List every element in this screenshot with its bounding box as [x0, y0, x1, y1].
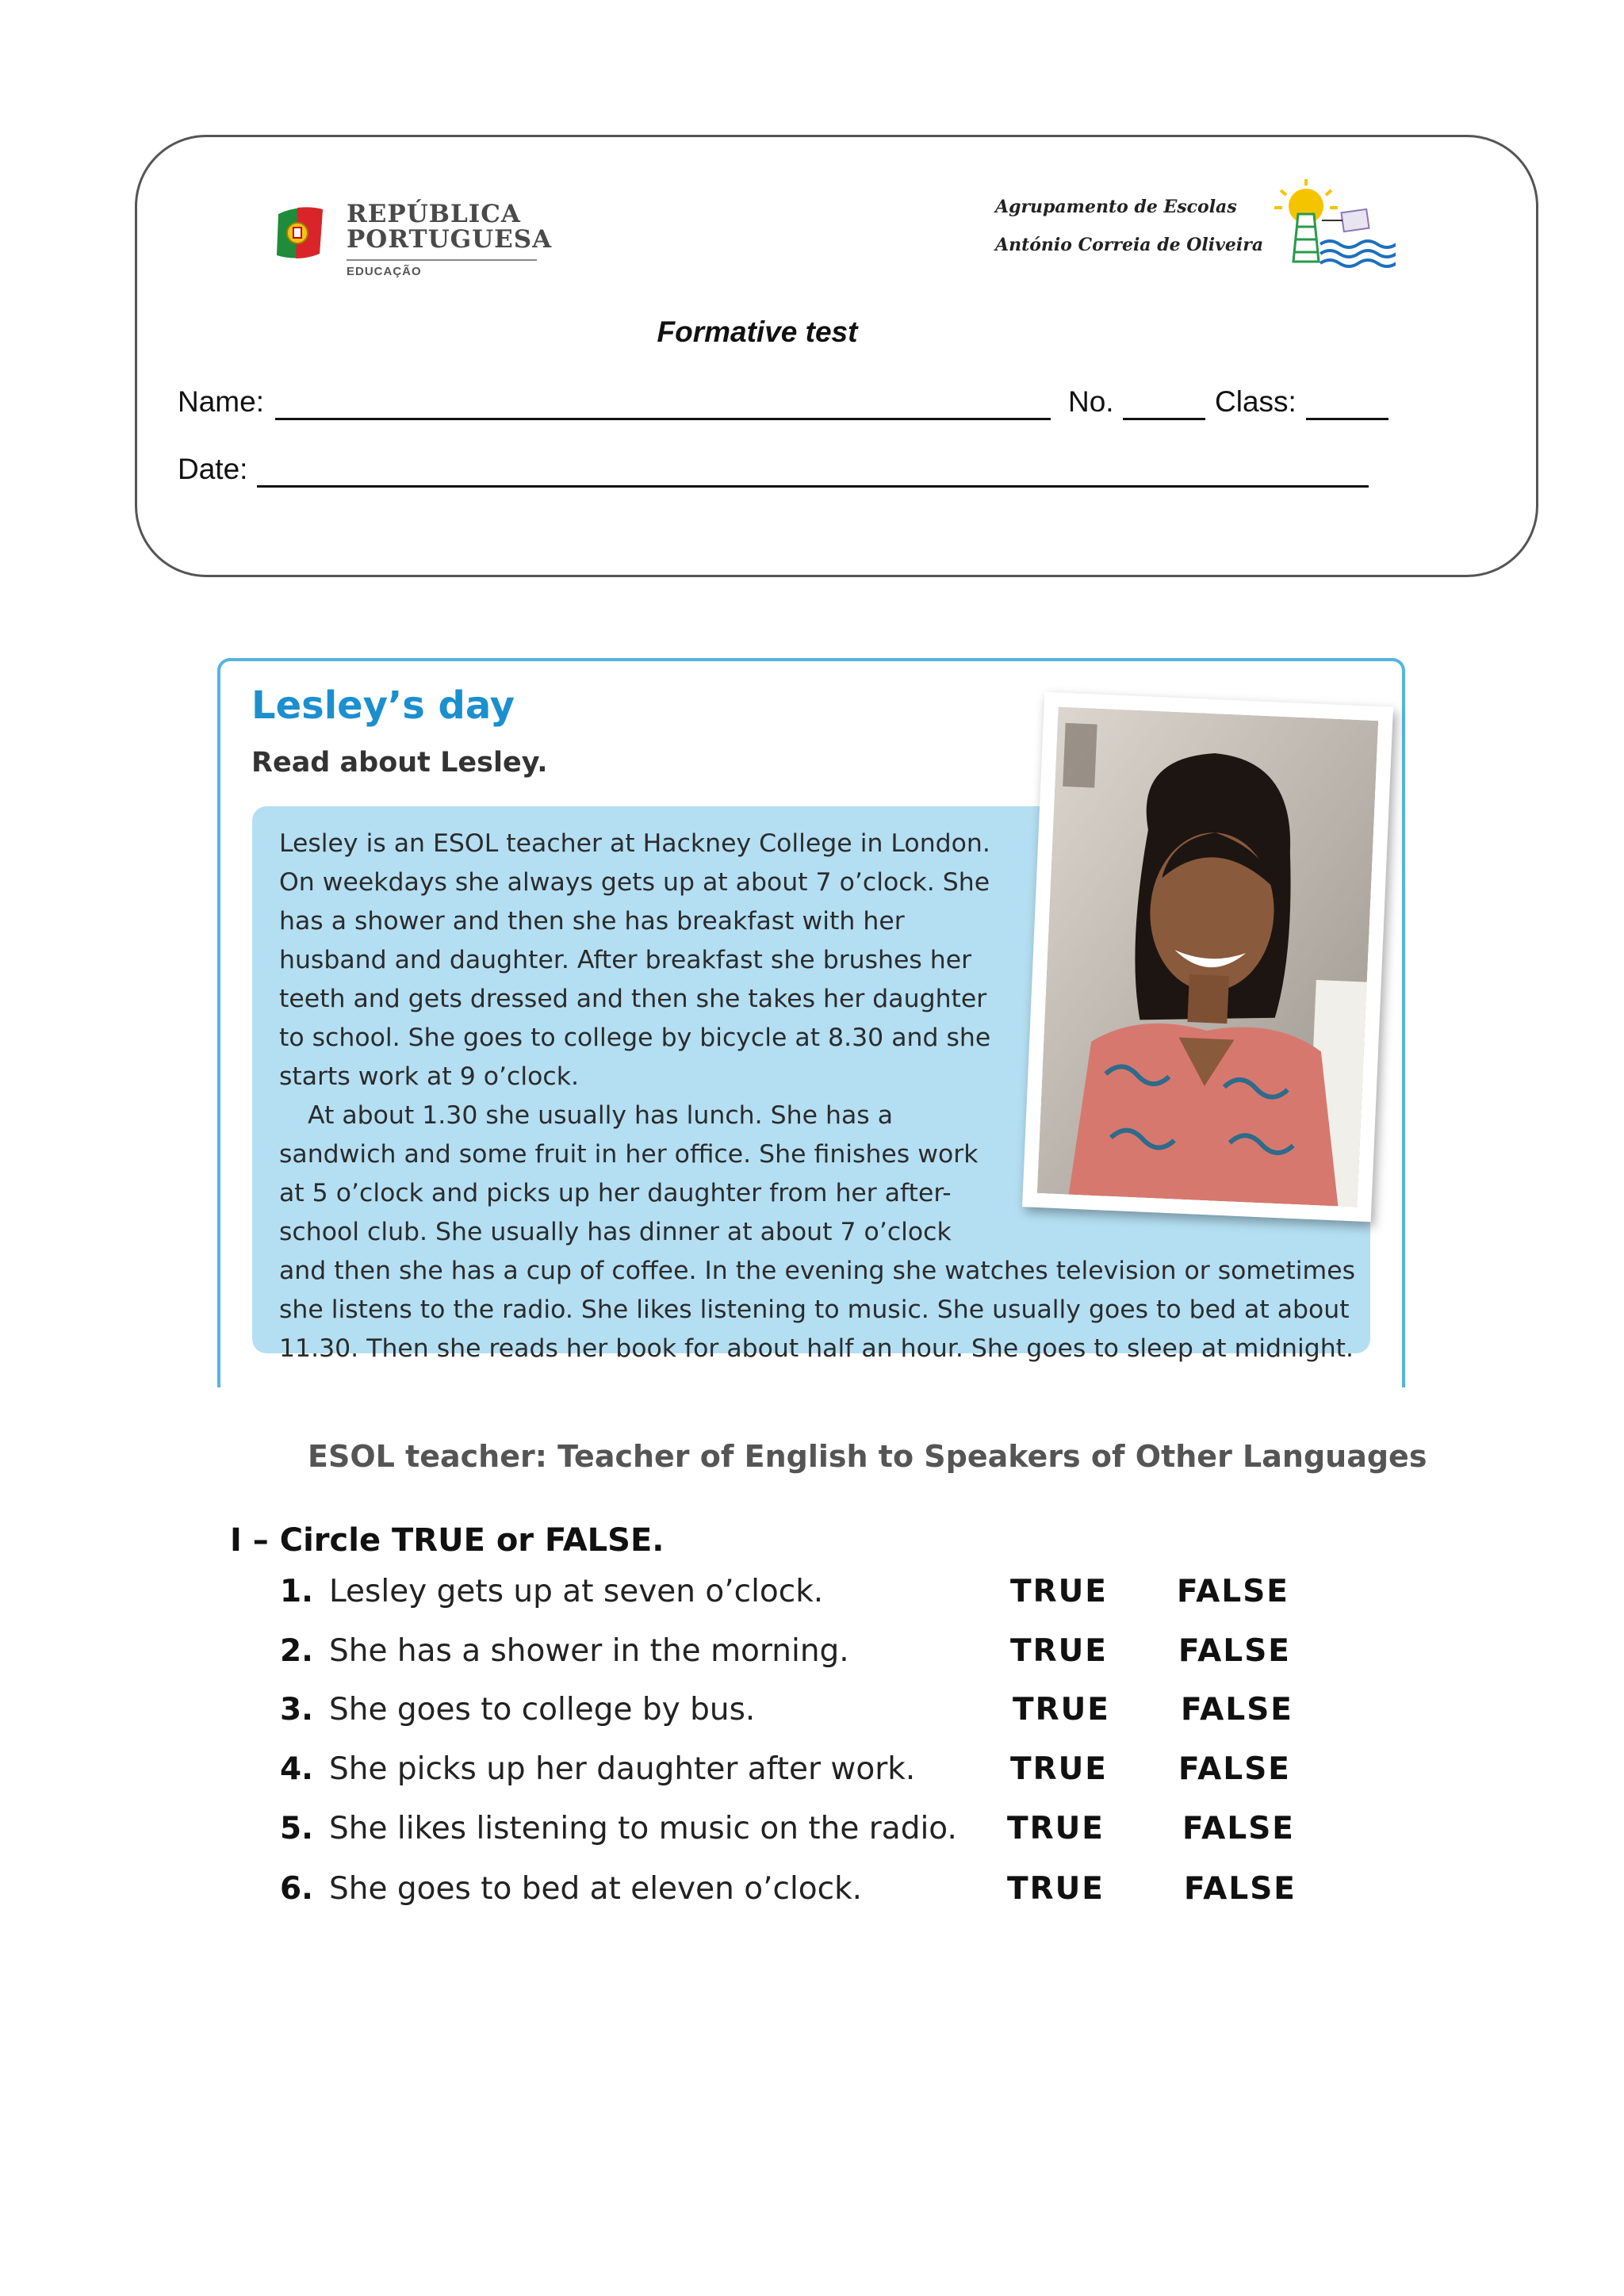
question-text: She has a shower in the morning. — [329, 1633, 849, 1669]
number-label: No. — [1068, 385, 1114, 418]
question-row — [0, 1633, 1624, 1681]
false-option[interactable]: FALSE — [1184, 1871, 1297, 1907]
logo-line-educacao: EDUCAÇÃO — [347, 265, 422, 278]
lesley-photo — [1022, 692, 1393, 1223]
false-option[interactable]: FALSE — [1178, 1751, 1291, 1787]
question-row — [0, 1871, 1624, 1919]
question-number: 1. — [280, 1574, 313, 1609]
number-field[interactable] — [1123, 418, 1205, 420]
school-logo-line2: António Correia de Oliveira — [995, 235, 1264, 255]
logo-divider — [347, 259, 537, 261]
question-text: She picks up her daughter after work. — [329, 1751, 916, 1787]
reading-title: Lesley’s day — [251, 683, 515, 728]
logo-line-portuguesa: PORTUGUESA — [347, 225, 553, 254]
question-number: 4. — [280, 1751, 313, 1787]
question-number: 3. — [280, 1692, 313, 1728]
exercise-title: I – Circle TRUE or FALSE. — [230, 1522, 665, 1559]
name-field[interactable] — [275, 418, 1051, 420]
question-text: She goes to bed at eleven o’clock. — [329, 1871, 863, 1907]
true-option[interactable]: TRUE — [1010, 1574, 1108, 1609]
logo-line-republica: REPÚBLICA — [347, 200, 521, 228]
false-option[interactable]: FALSE — [1182, 1811, 1295, 1846]
lighthouse-sun-icon — [1257, 176, 1396, 271]
test-title: Formative test — [657, 316, 858, 348]
portugal-flag-icon — [274, 205, 327, 262]
class-label: Class: — [1215, 385, 1297, 418]
esol-definition-note: ESOL teacher: Teacher of English to Speakers of Other Languages — [308, 1439, 1427, 1474]
question-number: 6. — [280, 1871, 313, 1907]
reading-paragraph-1: Lesley is an ESOL teacher at Hackney College in London. On weekdays she always gets up at about 7 o’clock. She has a shower and then she has breakfast with her husband and daughter. After breakfast she brushes her teeth and gets dressed and then she takes her daughter to school. She goes to college by bicycle at 8.30 and she starts work at 9 o’clock. — [279, 829, 991, 1091]
class-field[interactable] — [1306, 418, 1388, 420]
false-option[interactable]: FALSE — [1181, 1692, 1293, 1728]
name-label: Name: — [178, 385, 264, 418]
question-text: She likes listening to music on the radio. — [329, 1811, 957, 1846]
reading-instruction: Read about Lesley. — [251, 747, 548, 779]
question-text: She goes to college by bus. — [329, 1692, 756, 1728]
true-option[interactable]: TRUE — [1007, 1871, 1105, 1907]
false-option[interactable]: FALSE — [1178, 1633, 1291, 1669]
school-logo-line1: Agrupamento de Escolas — [995, 197, 1237, 217]
smiling-woman-portrait-icon — [1037, 706, 1378, 1207]
true-option[interactable]: TRUE — [1010, 1633, 1108, 1669]
date-field[interactable] — [257, 485, 1369, 488]
question-row — [0, 1574, 1624, 1621]
question-row — [0, 1751, 1624, 1799]
question-number: 2. — [280, 1633, 313, 1669]
date-label: Date: — [178, 453, 248, 485]
question-row — [0, 1811, 1624, 1858]
true-option[interactable]: TRUE — [1010, 1751, 1108, 1787]
republica-portuguesa-logo — [274, 198, 553, 285]
true-option[interactable]: TRUE — [1007, 1811, 1105, 1846]
question-text: Lesley gets up at seven o’clock. — [329, 1574, 824, 1609]
false-option[interactable]: FALSE — [1177, 1574, 1289, 1609]
school-group-logo — [991, 176, 1396, 271]
question-row — [0, 1692, 1624, 1739]
question-number: 5. — [280, 1811, 313, 1846]
true-option[interactable]: TRUE — [1013, 1692, 1110, 1728]
reading-paragraph-2: At about 1.30 she usually has lunch. She has a sandwich and some fruit in her office. She finishes work at 5 o’clock and picks up her daughter from her after-school club. She usually has dinner at about 7 o’clock and then she has a cup of coffee. In the evening she watches television or sometimes she listens to the radio. She likes listening to music. She usually goes to bed at about 11.30. Then she reads her book for about half an hour. She goes to sleep at midnight. — [279, 1101, 1356, 1363]
